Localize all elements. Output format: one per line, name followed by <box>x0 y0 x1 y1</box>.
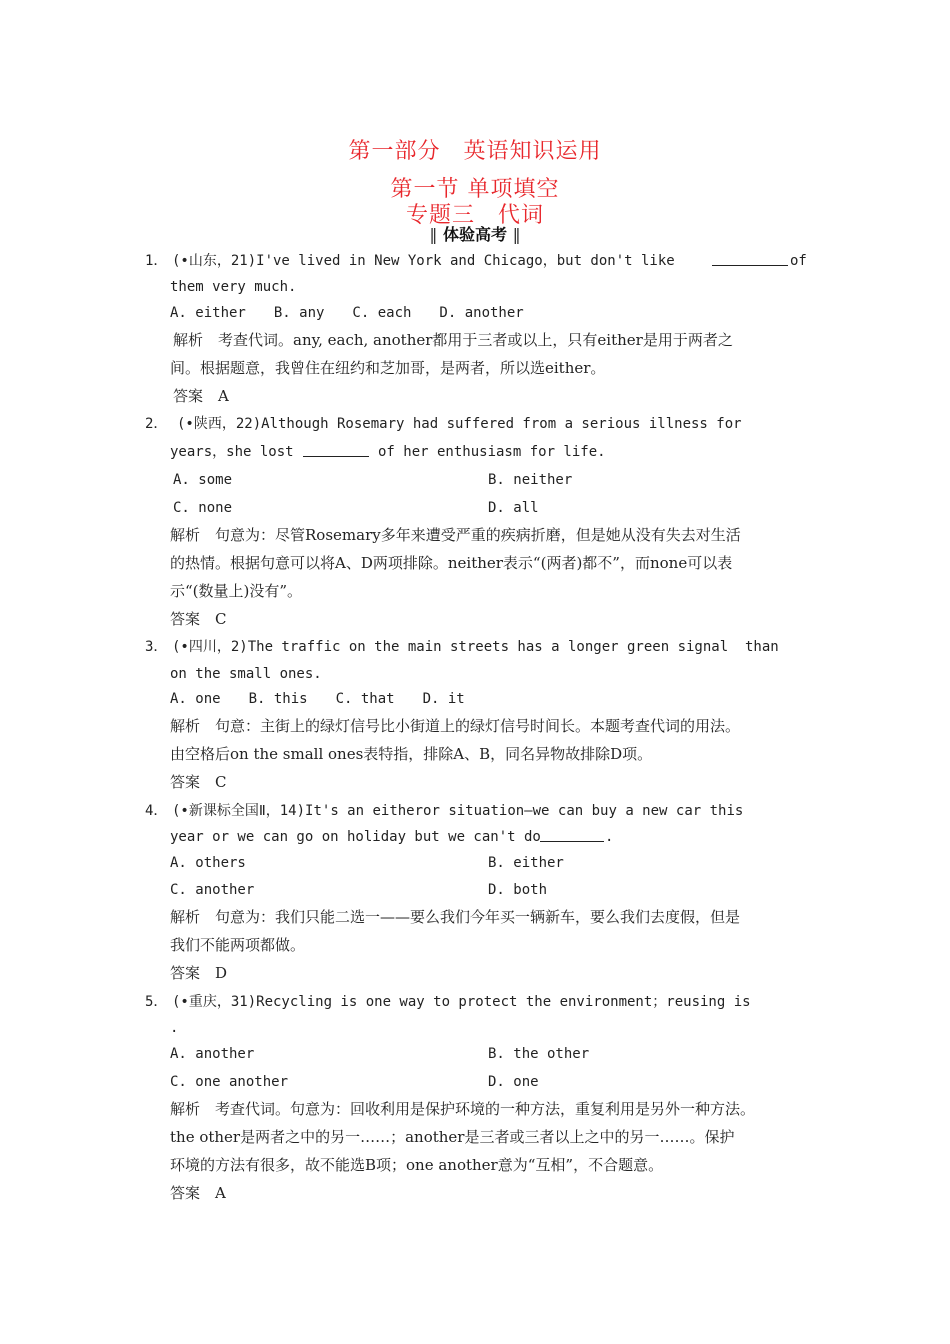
part-title: 第一部分 英语知识运用 <box>348 139 602 164</box>
answer-blank <box>303 442 369 457</box>
analysis-text: 解析 考查代词。any, each, another都用于三者或以上，只有either是用于两者之 <box>173 331 733 349</box>
question-stem: . <box>605 829 614 845</box>
analysis-text: 解析 句意：主街上的绿灯信号比小街道上的绿灯信号时间长。本题考查代词的用法。 <box>170 717 741 735</box>
question-stem: of <box>790 253 807 269</box>
analysis-text: 我们不能两项都做。 <box>170 936 306 954</box>
topic-title: 专题三 代词 <box>405 203 544 228</box>
option-c: C. one another <box>170 1074 289 1090</box>
answer-blank <box>712 251 788 266</box>
section-title: 第一节 单项填空 <box>390 177 560 202</box>
option-a: A. some <box>173 472 233 488</box>
question-stem: them very much. <box>170 279 297 295</box>
question-stem: (•重庆，31)Recycling is one way to protect the environment；reusing is <box>172 994 751 1010</box>
analysis-text: the other是两者之中的另一……；another是三者或三者以上之中的另一……。保护 <box>170 1128 735 1146</box>
option-d: D. one <box>488 1074 539 1090</box>
question-number: 4． <box>145 803 168 819</box>
option-b: B. either <box>488 855 564 871</box>
option-c: C. another <box>170 882 255 898</box>
analysis-text: 环境的方法有很多，故不能选B项；one another意为“互相”，不合题意。 <box>170 1156 664 1174</box>
answer-text: 答案 D <box>170 964 228 982</box>
question-stem: year or we can go on holiday but we can't do <box>170 829 541 845</box>
banner-right-mark: ‖ <box>512 225 521 244</box>
options-row: A. one B. this C. that D. it <box>170 691 465 707</box>
analysis-text: 解析 句意为：我们只能二选一——要么我们今年买一辆新车，要么我们去度假，但是 <box>170 908 741 926</box>
question-stem: (•山东，21)I've lived in New York and Chicago，but don't like <box>172 253 675 269</box>
answer-text: 答案 A <box>173 387 229 405</box>
question-number: 3． <box>145 639 168 655</box>
question-stem: of her enthusiasm for life. <box>378 444 606 460</box>
question-stem: on the small ones. <box>170 666 322 682</box>
question-stem: (•四川，2)The traffic on the main streets has a longer green signal than <box>172 639 779 655</box>
banner-label: 体验高考 <box>442 225 507 244</box>
answer-blank <box>540 827 604 842</box>
question-number: 1． <box>145 253 168 269</box>
question-stem: (•陕西，22)Although Rosemary had suffered from a serious illness for <box>177 416 742 432</box>
analysis-text: 解析 句意为：尽管Rosemary多年来遭受严重的疾病折磨，但是她从没有失去对生活 <box>170 526 741 544</box>
question-stem: (•新课标全国Ⅱ，14)It's an eitheror situation—we can buy a new car this <box>172 803 744 819</box>
answer-text: 答案 A <box>170 1184 226 1202</box>
options-row: A. either B. any C. each D. another <box>170 305 524 321</box>
option-b: B. the other <box>488 1046 590 1062</box>
banner-left-mark: ‖ <box>429 225 438 244</box>
answer-text: 答案 C <box>170 610 227 628</box>
option-b: B. neither <box>488 472 573 488</box>
analysis-text: 解析 考查代词。句意为：回收利用是保护环境的一种方法，重复利用是另外一种方法。 <box>170 1100 756 1118</box>
question-stem: . <box>170 1020 179 1036</box>
option-c: C. none <box>173 500 233 516</box>
answer-text: 答案 C <box>170 773 227 791</box>
option-d: D. both <box>488 882 548 898</box>
analysis-text: 由空格后on the small ones表特指，排除A、B，同名异物故排除D项。 <box>170 745 653 763</box>
question-number: 5． <box>145 994 168 1010</box>
analysis-text: 的热情。根据句意可以将A、D两项排除。neither表示“(两者)都不”，而none可以表 <box>170 554 733 572</box>
option-a: A. another <box>170 1046 255 1062</box>
question-stem: years，she lost <box>170 444 294 460</box>
analysis-text: 间。根据题意，我曾住在纽约和芝加哥，是两者，所以选either。 <box>170 359 606 377</box>
analysis-text: 示“(数量上)没有”。 <box>170 582 303 600</box>
option-a: A. others <box>170 855 246 871</box>
question-number: 2． <box>145 416 168 432</box>
option-d: D. all <box>488 500 539 516</box>
